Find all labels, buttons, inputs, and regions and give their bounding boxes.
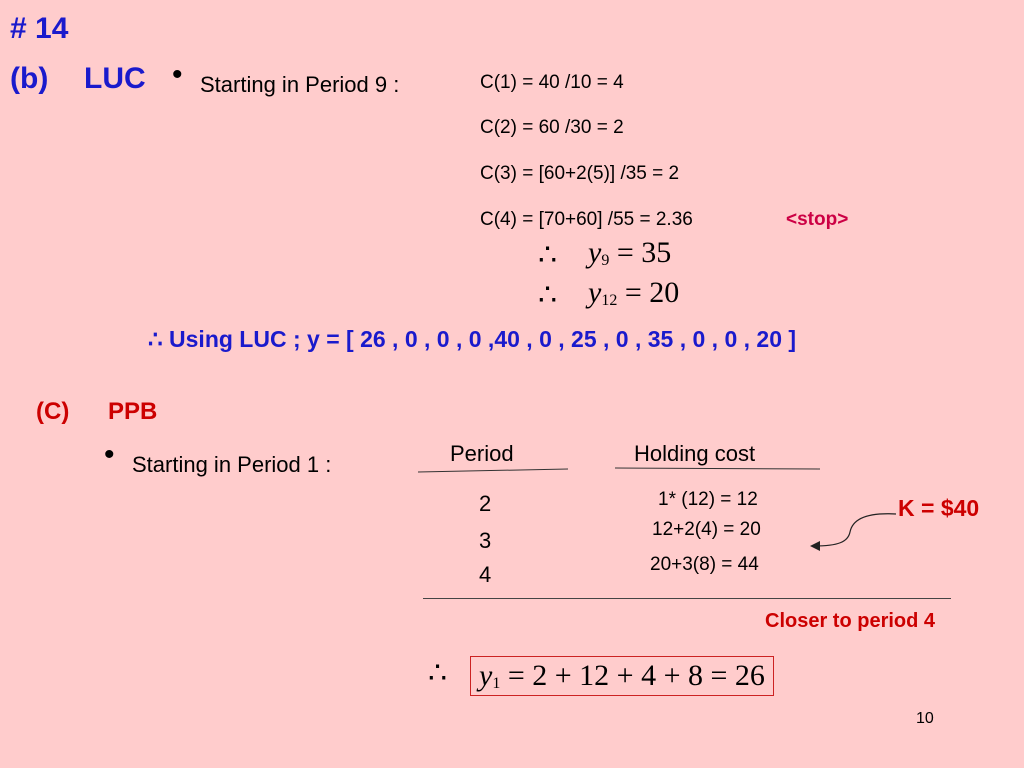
result-var: y [588,236,602,269]
result-sub: 12 [601,292,618,309]
result-var: y [588,276,602,309]
header-underlines [410,460,830,480]
table-row-cost: 1* (12) = 12 [658,489,758,510]
table-header-holding-cost: Holding cost [634,441,756,466]
part-c-label: (C) [36,398,70,425]
table-bottom-rule [423,598,951,599]
therefore-icon: ∴ [538,279,558,312]
result-y9 [588,236,671,270]
table-row-period: 2 [479,491,492,516]
part-b-intro: Starting in Period 9 : [200,72,400,97]
bullet-icon: • [172,58,183,91]
table-header-period: Period [450,441,514,466]
result-var: y [479,659,493,692]
calc-line-2: C(2) = 60 /30 = 2 [480,117,624,138]
curved-arrow-icon [800,500,910,560]
result-rhs: = 2 + 12 + 4 + 8 = 26 [507,659,765,692]
stop-tag: <stop> [786,209,849,230]
result-sub: 1 [492,675,501,692]
calc-line-3: C(3) = [60+2(5)] /35 = 2 [480,163,680,184]
table-row-cost: 12+2(4) = 20 [652,519,761,540]
part-b-method: LUC [84,62,146,95]
k-note: K = $40 [898,495,980,521]
therefore-icon: ∴ [428,657,448,690]
bullet-icon: • [104,438,115,471]
table-row-cost: 20+3(8) = 44 [650,554,759,575]
result-sub: 9 [601,252,610,269]
result-rhs: = 35 [616,236,672,269]
result-rhs: = 20 [624,276,680,309]
table-row-period: 4 [479,562,492,587]
calc-line-4: C(4) = [70+60] /55 = 2.36 [480,209,693,230]
luc-conclusion: ∴ Using LUC ; y = [ 26 , 0 , 0 , 0 ,40 , 0 , 25 , 0 , 35 , 0 , 0 , 20 ] [148,326,797,352]
closer-note: Closer to period 4 [765,610,936,632]
therefore-icon: ∴ [538,239,558,272]
page-number: 10 [916,710,934,727]
table-row-period: 3 [479,528,492,553]
part-b-label: (b) [10,62,49,95]
part-c-method: PPB [108,398,158,425]
calc-line-1: C(1) = 40 /10 = 4 [480,72,624,93]
part-c-intro: Starting in Period 1 : [132,452,332,477]
final-result-box [470,656,774,696]
slide-number: # 14 [10,12,69,45]
result-y12 [588,276,679,310]
